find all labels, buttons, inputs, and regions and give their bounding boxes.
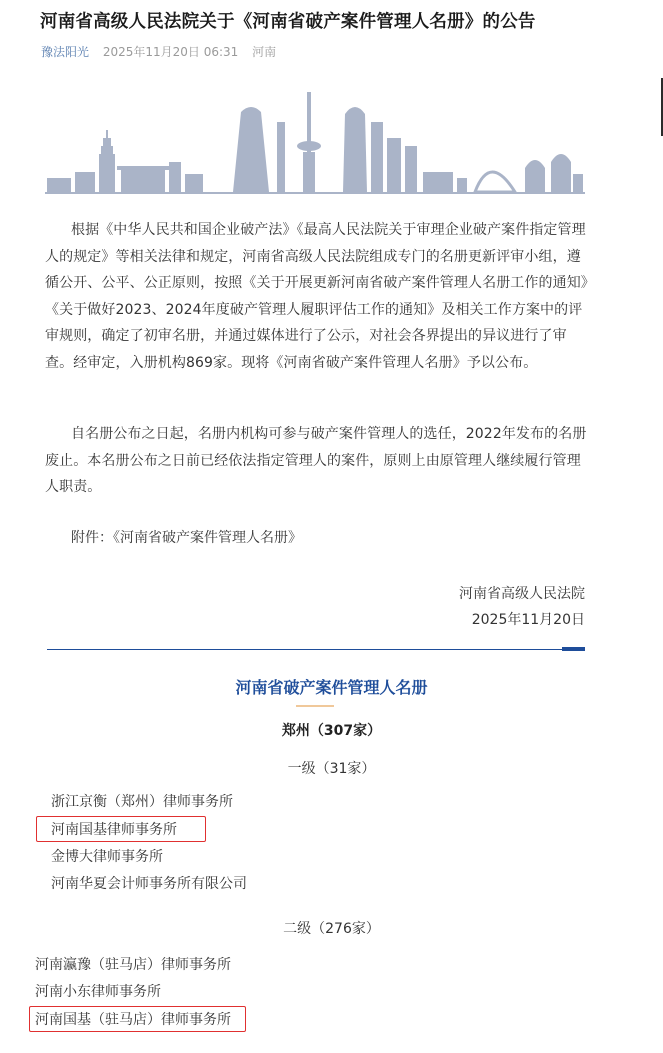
article-source-link[interactable]: 豫法阳光	[41, 45, 90, 59]
roster-list-item: 浙江京衡（郑州）律师事务所	[51, 794, 233, 810]
article-location: 河南	[252, 45, 277, 59]
attachment-note: 附件：《河南省破产案件管理人名册》	[71, 530, 302, 546]
section-divider-cap	[562, 647, 585, 651]
article-meta	[41, 43, 276, 60]
roster-level1-heading: 一级（31家）	[287, 761, 376, 777]
announcement-paragraph-2: 自名册公布之日起，名册内机构可参与破产案件管理人的选任，2022年发布的名册废止。本名册公布之日前已经依法指定管理人的案件，原则上由原管理人继续履行管理人职责。	[45, 426, 587, 495]
article-title: 河南省高级人民法院关于《河南省破产案件管理人名册》的公告	[40, 12, 536, 32]
announcement-paragraph-1: 根据《中华人民共和国企业破产法》《最高人民法院关于审理企业破产案件指定管理人的规定》等相关法律和规定，河南省高级人民法院组成专门的名册更新评审小组，遵循公开、公平、公正原则，按照《关于开展更新河南省破产案件管理人名册工作的通知》《关于做好2023、2024年度破产管理人履职评估工作的通知》及相关工作方案中的评审规则，确定了初审名册，并通过媒体进行了公示，对社会各界提出的异议进行了审查。经审定，入册机构869家。现将《河南省破产案件管理人名册》予以公布。	[45, 222, 588, 371]
roster-list-item: 河南华夏会计师事务所有限公司	[51, 876, 247, 892]
article-datetime: 2025年11月20日 06:31	[102, 45, 239, 59]
roster-title-underline	[296, 705, 334, 707]
highlight-box	[29, 1006, 246, 1032]
roster-list-item: 河南国基律师事务所	[51, 822, 177, 838]
roster-list-item: 河南小东律师事务所	[35, 984, 161, 1000]
signature-organization: 河南省高级人民法院	[459, 586, 585, 602]
city-skyline-banner	[45, 82, 585, 200]
roster-list-item: 河南瀛豫（驻马店）律师事务所	[35, 957, 231, 973]
roster-level2-heading: 二级（276家）	[283, 921, 380, 937]
highlight-box	[36, 816, 206, 842]
signature-date: 2025年11月20日	[471, 612, 585, 628]
roster-list-item: 河南国基（驻马店）律师事务所	[35, 1012, 231, 1028]
roster-list-item: 金博大律师事务所	[51, 849, 163, 865]
roster-title: 河南省破产案件管理人名册	[235, 678, 428, 697]
section-divider	[47, 649, 585, 650]
roster-region-heading: 郑州（307家）	[281, 723, 382, 739]
